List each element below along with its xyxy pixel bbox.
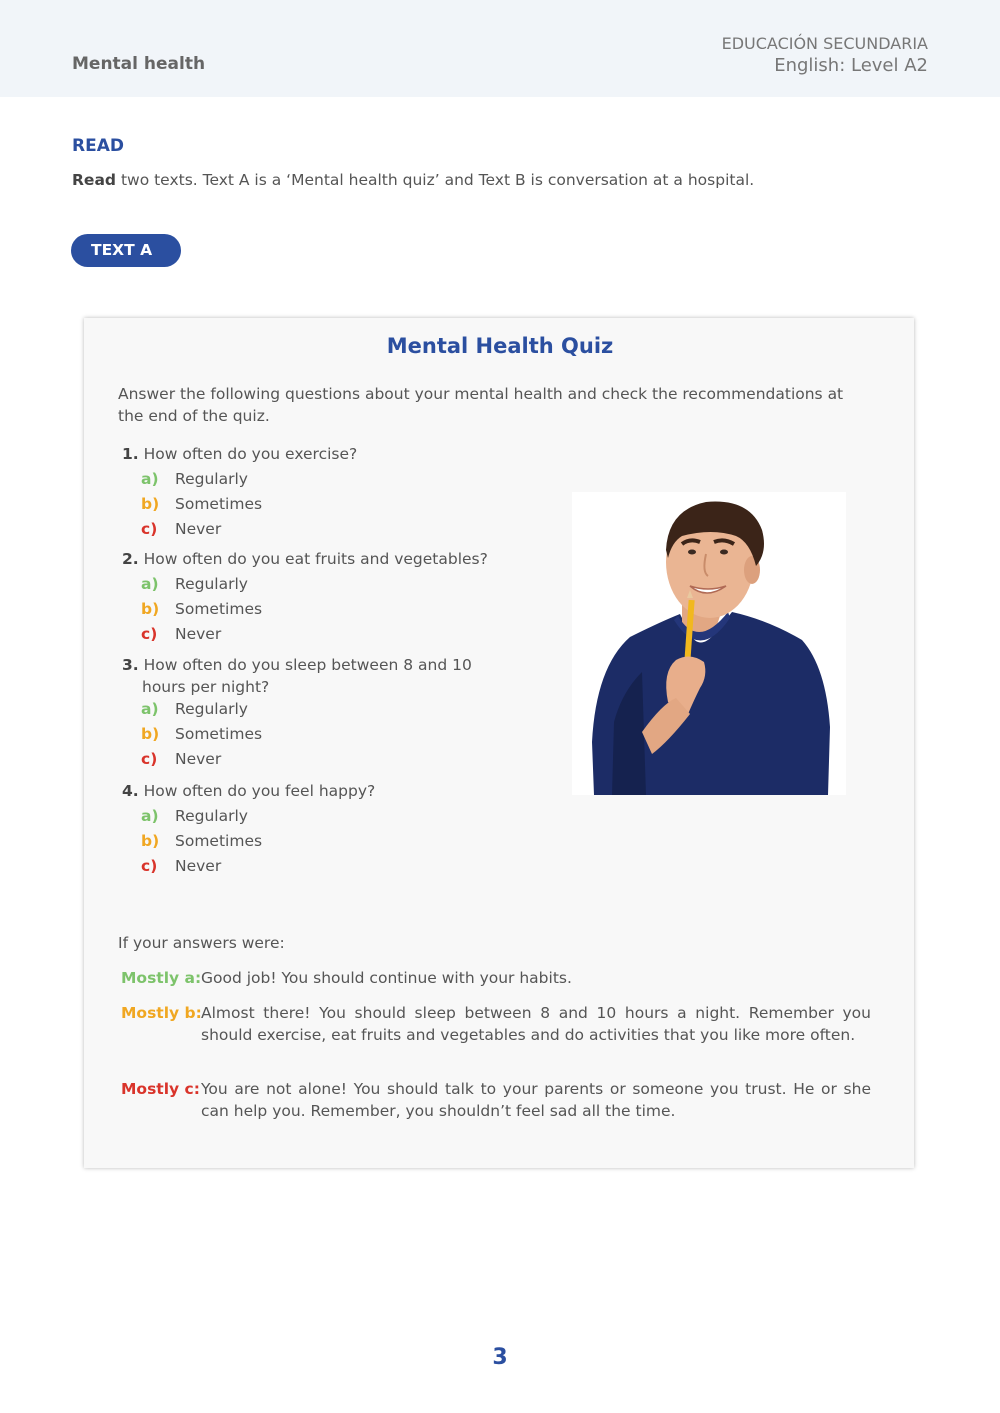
option-1a[interactable] [141,469,248,489]
question-number: 2. [122,550,139,568]
quiz-title: Mental Health Quiz [386,334,614,358]
option-4a[interactable] [141,806,248,826]
option-text: Never [175,625,222,643]
level-line-1: EDUCACIÓN SECUNDARIA [721,34,928,53]
read-instructions [72,171,754,189]
option-2b[interactable] [141,599,262,619]
option-letter: b) [141,725,160,743]
option-text: Regularly [175,807,248,825]
option-text: Never [175,857,222,875]
option-2a[interactable] [141,574,248,594]
question-text: How often do you exercise? [143,445,358,463]
option-1b[interactable] [141,494,262,514]
result-key: Mostly b: [121,1004,202,1022]
option-text: Regularly [175,470,248,488]
results-intro: If your answers were: [118,934,285,952]
result-text: Almost there! You should sleep between 8 and 10 hours a night. Remember you should exercise, eat fruits and vegetables and do activities that you like more often. [201,1004,871,1044]
text-a-label: TEXT A [71,234,181,267]
question-number: 1. [122,445,139,463]
question-text: How often do you feel happy? [143,782,376,800]
option-3a[interactable] [141,699,248,719]
option-letter: a) [141,575,159,593]
question-text: How often do you sleep between 8 and 10 [143,656,472,674]
option-2c[interactable] [141,624,221,644]
question-3 [122,654,514,698]
option-text: Sometimes [175,600,263,618]
option-letter: c) [141,857,158,875]
option-letter: b) [141,600,160,618]
option-4b[interactable] [141,831,262,851]
option-letter: b) [141,495,160,513]
question-1 [122,443,357,465]
question-text: How often do you eat fruits and vegetables? [143,550,488,568]
topic-title: Mental health [72,54,206,74]
question-number: 3. [122,656,139,674]
option-letter: a) [141,700,159,718]
question-4 [122,780,375,802]
option-letter: b) [141,832,160,850]
option-3b[interactable] [141,724,262,744]
result-key: Mostly a: [121,969,202,987]
option-text: Sometimes [175,832,263,850]
option-text: Never [175,750,222,768]
question-2 [122,548,488,570]
option-letter: c) [141,625,158,643]
option-4c[interactable] [141,856,221,876]
option-text: Regularly [175,700,248,718]
option-text: Sometimes [175,495,263,513]
option-letter: c) [141,520,158,538]
level-info [722,33,928,77]
question-text-cont: hours per night? [142,678,270,696]
read-text: two texts. Text A is a ‘Mental health quiz’ and Text B is conversation at a hospital. [116,171,755,189]
option-1c[interactable] [141,519,221,539]
option-text: Never [175,520,222,538]
quiz-intro: Answer the following questions about your mental health and check the recommendations at the end of the quiz. [118,385,844,425]
option-3c[interactable] [141,749,221,769]
section-title-read: READ [72,136,124,156]
page-header [0,0,1000,97]
option-text: Regularly [175,575,248,593]
option-letter: a) [141,470,159,488]
level-line-2: English: Level A2 [774,55,928,76]
read-bold: Read [72,171,117,189]
thinking-man-photo [572,492,846,795]
option-text: Sometimes [175,725,263,743]
result-key: Mostly c: [121,1080,200,1098]
option-letter: c) [141,750,158,768]
result-text: Good job! You should continue with your habits. [201,969,572,987]
result-text: You are not alone! You should talk to your parents or someone you trust. He or she can help you. Remember, you shouldn’t feel sad all the time. [201,1080,871,1120]
question-number: 4. [122,782,139,800]
result-mostly-c [121,1078,871,1122]
page-number: 3 [492,1345,508,1370]
result-mostly-b [121,1002,871,1046]
result-mostly-a [121,967,871,989]
option-letter: a) [141,807,159,825]
